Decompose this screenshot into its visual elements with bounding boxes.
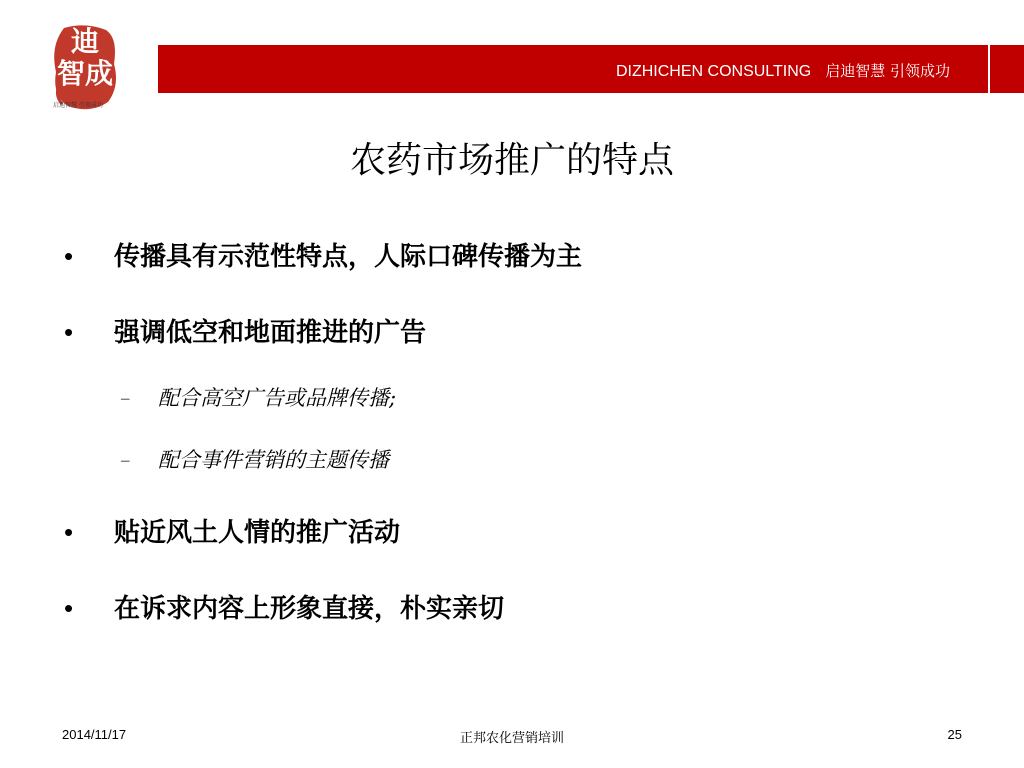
- footer-center-text: 正邦农化营销培训: [459, 731, 564, 746]
- header-slogan: 启迪智慧 引领成功: [825, 62, 950, 80]
- logo-glyph-bottom: 智成: [56, 57, 113, 90]
- bullet-item: [64, 236, 582, 273]
- sub-bullet-item: [120, 382, 396, 412]
- bullet-text: 强调低空和地面推进的广告: [114, 318, 427, 348]
- sub-bullet-marker: –: [120, 448, 131, 472]
- bullet-item: [64, 312, 426, 349]
- bullet-marker: •: [64, 517, 74, 547]
- logo-slogan: 启迪智慧 引领成功: [53, 102, 103, 109]
- logo-glyph-top: 迪: [70, 25, 99, 58]
- footer-date: 2014/11/17: [62, 727, 127, 742]
- sub-bullet-text: 配合事件营销的主题传播: [158, 448, 389, 472]
- slide-title: 农药市场推广的特点: [349, 140, 674, 181]
- bullet-marker: •: [64, 241, 74, 271]
- sub-bullet-text: 配合高空广告或品牌传播;: [158, 386, 397, 410]
- bullet-marker: •: [64, 593, 74, 623]
- company-name: DIZHICHEN CONSULTING: [615, 63, 812, 80]
- sub-bullet-marker: –: [120, 386, 131, 410]
- bullet-item: [64, 512, 400, 549]
- page-number: 25: [947, 727, 962, 742]
- sub-bullet-item: [120, 444, 389, 474]
- bullet-text: 传播具有示范性特点，人际口碑传播为主: [114, 242, 583, 272]
- bullet-marker: •: [64, 317, 74, 347]
- bullet-text: 贴近风土人情的推广活动: [114, 518, 401, 548]
- bullet-text: 在诉求内容上形象直接，朴实亲切: [114, 594, 505, 624]
- bullet-item: [64, 588, 504, 625]
- header-banner-tab: [990, 45, 1024, 93]
- logo-lettering: [54, 26, 116, 90]
- header-text: [616, 60, 950, 81]
